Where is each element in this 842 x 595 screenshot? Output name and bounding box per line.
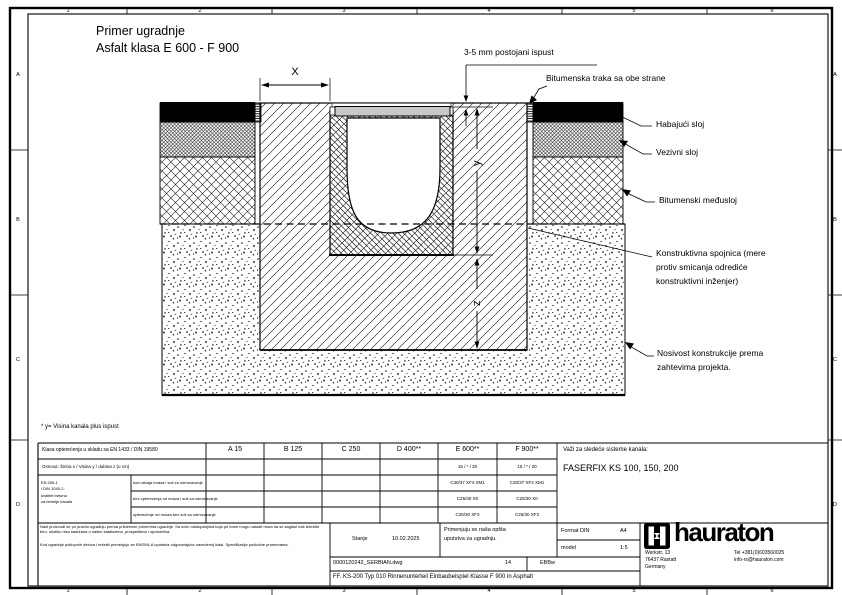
label-ispust: 3-5 mm postojani ispust — [464, 47, 554, 57]
concrete-row1-e600: C30/37 XF4 XM1 — [450, 480, 485, 485]
concrete-group-line2: i DIN 1045-2: — [41, 486, 65, 491]
dimension-x: X — [291, 66, 299, 78]
grid-col-1-top: 1 — [66, 8, 70, 14]
format-label: Format DIN — [561, 528, 590, 534]
foundation-value-e600: 15 / * / 20 — [457, 464, 478, 469]
concrete-row3-f900: C25/30 XF3 — [514, 512, 539, 517]
page-title-line2: Asfalt klasa E 600 - F 900 — [96, 41, 240, 55]
grid-col-5-top: 5 — [632, 8, 636, 14]
phone-number: Tel +381(0)603560025 — [734, 550, 785, 556]
label-bitumenska-traka: Bitumenska traka sa obe strane — [546, 73, 666, 83]
grid-row-c-right: C — [833, 357, 837, 363]
grid-col-3-top: 3 — [342, 8, 346, 14]
model-value: 1:5 — [620, 545, 628, 551]
concrete-row3-label: opterećenje od mraza bez soli za odmrzavanje — [133, 512, 216, 517]
grid-row-b-left: B — [16, 217, 20, 223]
label-spojnica-line3: konstruktivni inženjer) — [656, 276, 739, 286]
load-class-label: Klasa opterećenja u skladu sa EN 1433 / DIN 19580 — [42, 447, 158, 453]
email-address: info-rs@hauraton.com — [734, 557, 784, 563]
concrete-row1-label: kod uticaja mraza i soli za odmrzavanje — [133, 480, 203, 485]
model-label: model — [561, 545, 576, 551]
footnote-y: * y= Visina kanala plus ispust — [41, 424, 119, 430]
grid-row-d-right: D — [833, 502, 837, 508]
grid-col-2-top: 2 — [198, 8, 202, 14]
grid-row-c-left: C — [16, 357, 20, 363]
editor-initials: EBBw — [540, 560, 555, 566]
concrete-row3-e600: C25/30 XF3 — [455, 512, 480, 517]
systems-value: FASERFIX KS 100, 150, 200 — [563, 463, 679, 473]
hauraton-wordmark: hauraton — [674, 517, 774, 547]
grid-col-2-bottom: 2 — [198, 588, 202, 594]
class-c250: C 250 — [341, 446, 361, 453]
grid-col-5-bottom: 5 — [632, 588, 636, 594]
disclaimer-paragraph1: Naši proizvodi se po pravilu ugrađuju prema priloženim primerima ugradnje. Sa svim odstupanjima koja pri tome mogu nastati mora da se saglasi naš tehnički biro, ukoliko nisu sadržana u našim katalozima, prospektima i uputstvima. — [40, 524, 320, 534]
grid-col-1-bottom: 1 — [66, 588, 70, 594]
grid-col-3-bottom: 3 — [342, 588, 346, 594]
page-title-line1: Primer ugradnje — [96, 24, 185, 38]
concrete-row1-f900: C30/37 XF4 XM1 — [509, 480, 545, 485]
stanje-date: 10.02.2025 — [392, 536, 420, 542]
label-nosivost-line2: zahtevima projekta. — [657, 362, 731, 372]
class-b125: B 125 — [283, 446, 303, 453]
grid-col-6-bottom: 6 — [770, 588, 774, 594]
sheet-number: 14 — [505, 560, 512, 566]
label-nosivost-line1: Nosivost konstrukcije prema — [657, 348, 764, 358]
class-e600: E 600** — [455, 446, 480, 453]
grid-row-b-right: B — [833, 217, 837, 223]
stanje-label: Stanje — [352, 536, 368, 542]
concrete-group-line4: za temelje kanala — [41, 499, 73, 504]
label-bitumenski-medjusloj: Bitumenski međusloj — [659, 195, 737, 205]
grid-col-6-top: 6 — [770, 8, 774, 14]
file-name: 0000120242_SERBIAN.dwg — [333, 560, 403, 566]
foundation-value-f900: 15 / * / 20 — [517, 464, 537, 469]
note-line2: uputstva za ugradnju. — [444, 536, 497, 542]
label-spojnica-line2: protiv smicanja odrediće — [656, 262, 748, 272]
label-habajuci-sloj: Habajući sloj — [656, 119, 705, 129]
grid-row-d-left: D — [16, 502, 20, 508]
hauraton-logo-icon — [644, 523, 670, 549]
dimension-y: y — [471, 160, 483, 166]
class-f900: F 900** — [515, 446, 539, 453]
disclaimer-paragraph2: Kod ugradnje poklopnih delova i rešetki primenjuju se EN/DIN-A uputstva odgovarajuća navedenoj klasi. Specifikacije podložne promenama. — [40, 542, 289, 547]
concrete-row2-e600: C25/30 X0 — [456, 496, 479, 501]
foundation-label: Osnova: Širina x / Visina y / dubina z (u cm) — [42, 464, 130, 469]
address-line1: Werkstr. 13 — [645, 550, 671, 556]
format-value: A4 — [620, 528, 627, 534]
grid-col-4-top: 4 — [487, 8, 491, 14]
dimension-z: z — [471, 300, 483, 306]
systems-title: Važi za sledeće sisteme kanala: — [563, 447, 648, 453]
class-d400: D 400** — [396, 446, 422, 453]
note-line1: Primenjuju se naša opšta — [444, 527, 506, 533]
class-a15: A 15 — [227, 446, 242, 453]
address-line2: 76437 Rastatt — [645, 557, 677, 563]
concrete-group-line3: kvalitet betona — [41, 493, 67, 498]
label-spojnica-line1: Konstruktivna spojnica (mere — [656, 248, 766, 258]
document-title: FF. KS-200 Typ 010 Rinnenunterteil Einbaubeispiel Klasse F 900 in Asphalt — [333, 574, 534, 580]
grid-row-a-left: A — [16, 72, 20, 78]
address-line3: Germany — [645, 564, 666, 570]
label-vezivni-sloj: Vezivni sloj — [656, 147, 699, 157]
concrete-row2-f900: C25/30 X0 — [516, 496, 538, 501]
grid-row-a-right: A — [833, 72, 837, 78]
concrete-group-line1: EN 206-1 — [41, 480, 58, 485]
grid-col-4-bottom: 4 — [487, 588, 491, 594]
concrete-row2-label: bez opterećenja od mraza i soli za odmrzavanje — [133, 496, 218, 501]
